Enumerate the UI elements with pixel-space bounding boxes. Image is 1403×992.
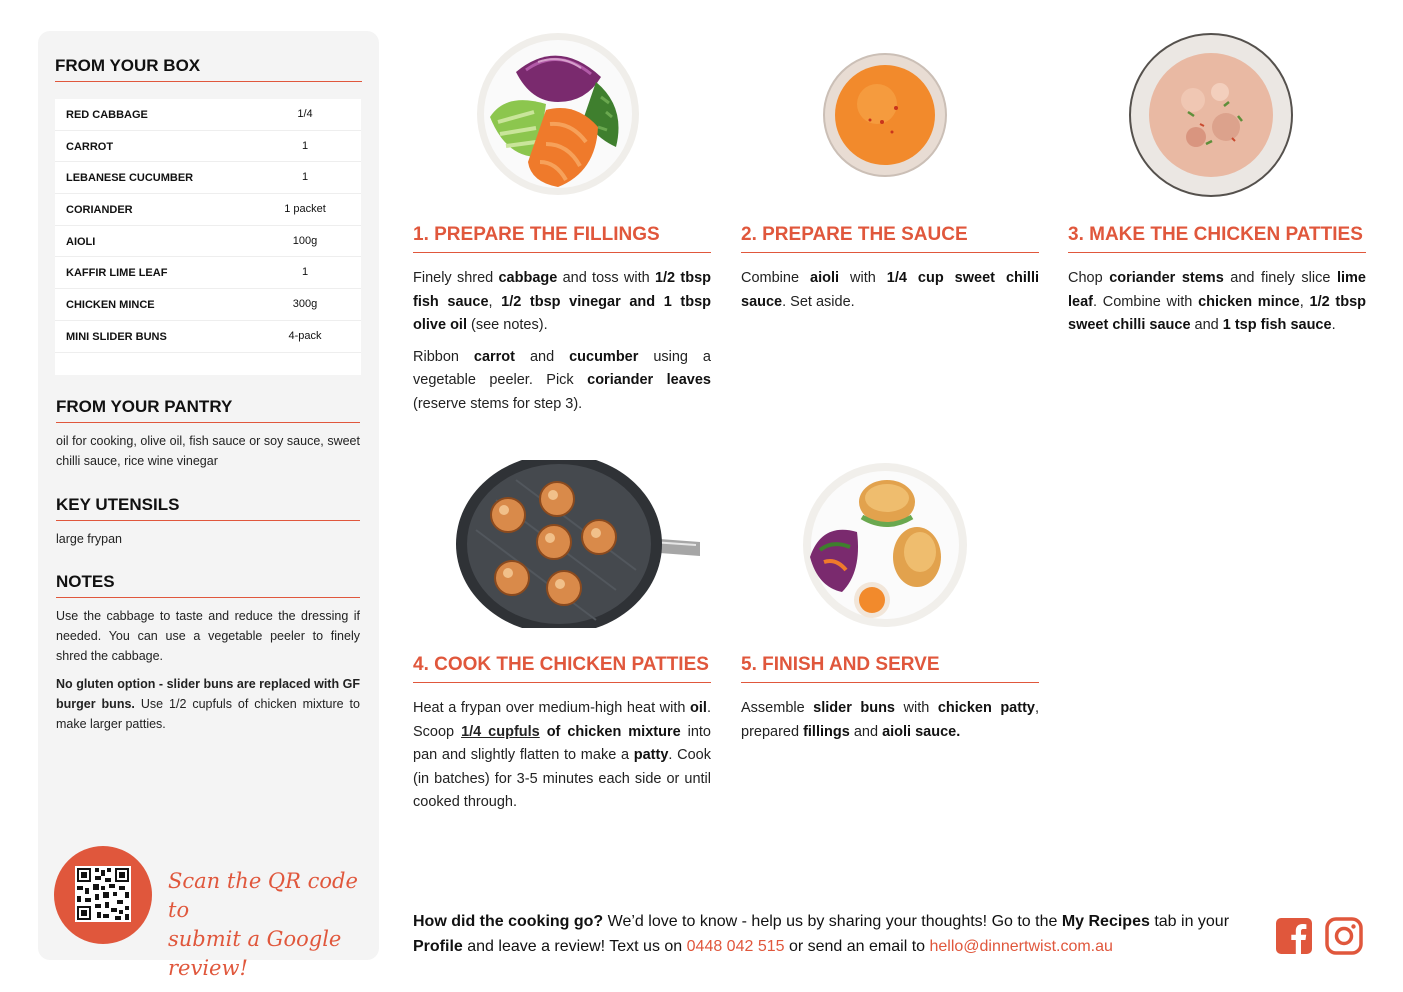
ingredient-name: RED CABBAGE <box>66 109 148 121</box>
step-4-heading: 4. COOK THE CHICKEN PATTIES <box>413 654 711 683</box>
ingredient-name: CORIANDER <box>66 204 133 217</box>
text: , <box>1299 293 1310 310</box>
text: using a vegetable peeler. Pick <box>413 348 711 388</box>
bold-text: Profile <box>413 938 463 955</box>
ingredient-name: MINI SLIDER BUNS <box>66 330 167 343</box>
step-1-paragraph <box>413 346 711 417</box>
bold-text: 1/2 tbsp fish sauce <box>413 270 711 310</box>
pantry-text: oil for cooking, olive oil, fish sauce or soy sauce, sweet chilli sauce, rice wine vinegar <box>56 434 360 468</box>
bold-text: chicken patty <box>937 700 1035 716</box>
text <box>540 724 547 740</box>
bold-text: slider buns <box>813 700 895 716</box>
review-footer <box>413 909 1263 959</box>
step-5-paragraph <box>741 697 1039 744</box>
phone-link[interactable]: 0448 042 515 <box>686 938 785 955</box>
text: (see notes). <box>467 317 548 333</box>
step-1-heading: 1. PREPARE THE FILLINGS <box>413 224 711 253</box>
ingredient-name: AIOLI <box>66 235 96 248</box>
text: and leave a review! Text us on <box>462 938 687 955</box>
table-row <box>55 194 361 226</box>
facebook-icon[interactable] <box>1275 917 1313 955</box>
instagram-icon[interactable] <box>1325 917 1363 955</box>
bold-text: fillings <box>803 723 850 740</box>
from-your-pantry-heading: FROM YOUR PANTRY <box>56 397 360 423</box>
bold-text: oil <box>690 700 707 716</box>
step-2-heading: 2. PREPARE THE SAUCE <box>741 224 1039 253</box>
bold-text: aioli sauce. <box>882 723 961 740</box>
step-4-body <box>413 697 711 823</box>
ingredients-sidebar <box>38 31 379 980</box>
text: Assemble <box>741 700 814 716</box>
from-your-box-heading: FROM YOUR BOX <box>55 56 362 82</box>
bold-text: cabbage <box>498 270 558 286</box>
step-3-paragraph <box>1068 267 1366 338</box>
bold-text: lime leaf <box>1068 270 1366 310</box>
bold-text: 1/2 tbsp vinegar and 1 tbsp olive oil <box>413 293 712 333</box>
text: and <box>1190 317 1223 333</box>
text: Combine <box>741 270 811 286</box>
bold-text: of chicken mixture <box>546 723 681 740</box>
text: . Cook (in batches) for 3-5 minutes each side or until cooked through. <box>413 747 711 810</box>
text: , prepared <box>741 700 1039 740</box>
ingredient-name: KAFFIR LIME LEAF <box>66 267 168 280</box>
qr-caption-line: submit a Google review! <box>168 927 342 980</box>
bold-text: 1 tsp fish sauce <box>1222 317 1332 333</box>
table-row <box>55 226 361 258</box>
ingredient-name: CHICKEN MINCE <box>66 299 155 312</box>
text: and <box>515 348 570 365</box>
ingredient-qty: 1 packet <box>284 203 326 216</box>
ingredient-qty: 100g <box>292 234 318 247</box>
notes-paragraph <box>56 674 360 734</box>
qr-review-caption <box>168 867 368 983</box>
ingredient-qty: 1 <box>301 171 309 184</box>
qr-code-icon[interactable] <box>75 866 131 922</box>
notes-heading: NOTES <box>56 572 360 598</box>
ingredient-name: CARROT <box>66 140 114 153</box>
notes-paragraph: Use the cabbage to taste and reduce the dressing if needed. You can use a vegetable peeler to finely shred the cabbage. <box>56 609 360 663</box>
bold-text: chicken mince <box>1198 293 1300 310</box>
step-2-paragraph <box>741 267 1039 314</box>
ingredient-qty: 300g <box>292 298 318 311</box>
ingredient-name: LEBANESE CUCUMBER <box>66 172 194 185</box>
bold-text: coriander stems <box>1109 270 1224 286</box>
ingredient-qty: 1 <box>301 139 309 152</box>
step-3-heading: 3. MAKE THE CHICKEN PATTIES <box>1068 224 1366 253</box>
bold-text: 1/4 cup sweet chilli sauce <box>741 270 1039 310</box>
text: , <box>488 293 502 310</box>
text: Ribbon <box>413 348 474 365</box>
underlined-bold-text: 1/4 cupfuls <box>461 723 540 740</box>
text: into pan and slightly flatten to make a <box>413 723 711 763</box>
step-2-body <box>741 267 1039 322</box>
ingredient-qty: 4-pack <box>288 329 322 342</box>
chicken-mince-bowl-photo <box>1128 32 1294 198</box>
text: . Scoop <box>413 700 711 740</box>
qr-code-badge[interactable] <box>54 846 152 944</box>
step-1-body <box>413 267 711 424</box>
bold-text: coriander leaves <box>587 372 711 388</box>
ingredient-qty: 1 <box>301 266 309 279</box>
sauce-bowl-photo <box>822 52 948 178</box>
fillings-plate-photo <box>476 32 640 196</box>
text: We’d love to know - help us by sharing your thoughts! Go to the <box>603 913 1062 930</box>
bold-text: aioli <box>810 270 840 286</box>
step-1-paragraph <box>413 267 711 338</box>
frypan-patties-photo <box>456 460 702 628</box>
table-row <box>55 99 361 131</box>
text: and <box>849 723 883 740</box>
qr-caption-line: Scan the QR code to <box>168 869 358 922</box>
table-row <box>55 257 361 289</box>
text: tab in your <box>1149 913 1230 930</box>
table-row <box>55 321 361 353</box>
table-row <box>55 162 361 194</box>
text: or send an email to <box>784 938 930 955</box>
bold-text: My Recipes <box>1061 913 1150 930</box>
table-row <box>55 131 361 163</box>
bold-text: 1/2 tbsp sweet chilli sauce <box>1068 293 1367 333</box>
notes-gluten-bold: No gluten option - slider buns are replaced with GF burger buns. <box>56 677 360 711</box>
text: Finely shred <box>413 270 499 286</box>
text: . Combine with <box>1093 293 1199 310</box>
bold-text: patty <box>633 747 669 763</box>
ingredient-qty: 1/4 <box>297 108 313 120</box>
utensils-text: large frypan <box>56 532 123 546</box>
text: . <box>1331 317 1336 333</box>
bold-text: How did the cooking go? <box>413 913 604 930</box>
text: (reserve stems for step 3). <box>413 395 583 412</box>
notes-gluten-rest: Use 1/2 cupfuls of chicken mixture to make larger patties. <box>56 697 360 731</box>
table-row <box>55 289 361 321</box>
ingredients-table <box>55 99 361 375</box>
text: . Set aside. <box>782 293 855 310</box>
text: and finely slice <box>1223 270 1337 286</box>
bold-text: cucumber <box>569 348 639 365</box>
key-utensils-heading: KEY UTENSILS <box>56 495 360 521</box>
step-5-body <box>741 697 1039 752</box>
text: with <box>895 700 938 716</box>
text: Chop <box>1068 270 1110 286</box>
step-3-body <box>1068 267 1366 346</box>
text: and toss with <box>557 270 655 286</box>
step-4-paragraph <box>413 697 711 815</box>
finished-sliders-plate-photo <box>802 462 968 628</box>
step-5-heading: 5. FINISH AND SERVE <box>741 654 1039 683</box>
bold-text: carrot <box>473 348 515 365</box>
text: Heat a frypan over medium-high heat with <box>413 700 691 716</box>
notes-text <box>56 606 360 742</box>
text: with <box>839 270 887 286</box>
email-link[interactable]: hello@dinnertwist.com.au <box>929 938 1113 955</box>
